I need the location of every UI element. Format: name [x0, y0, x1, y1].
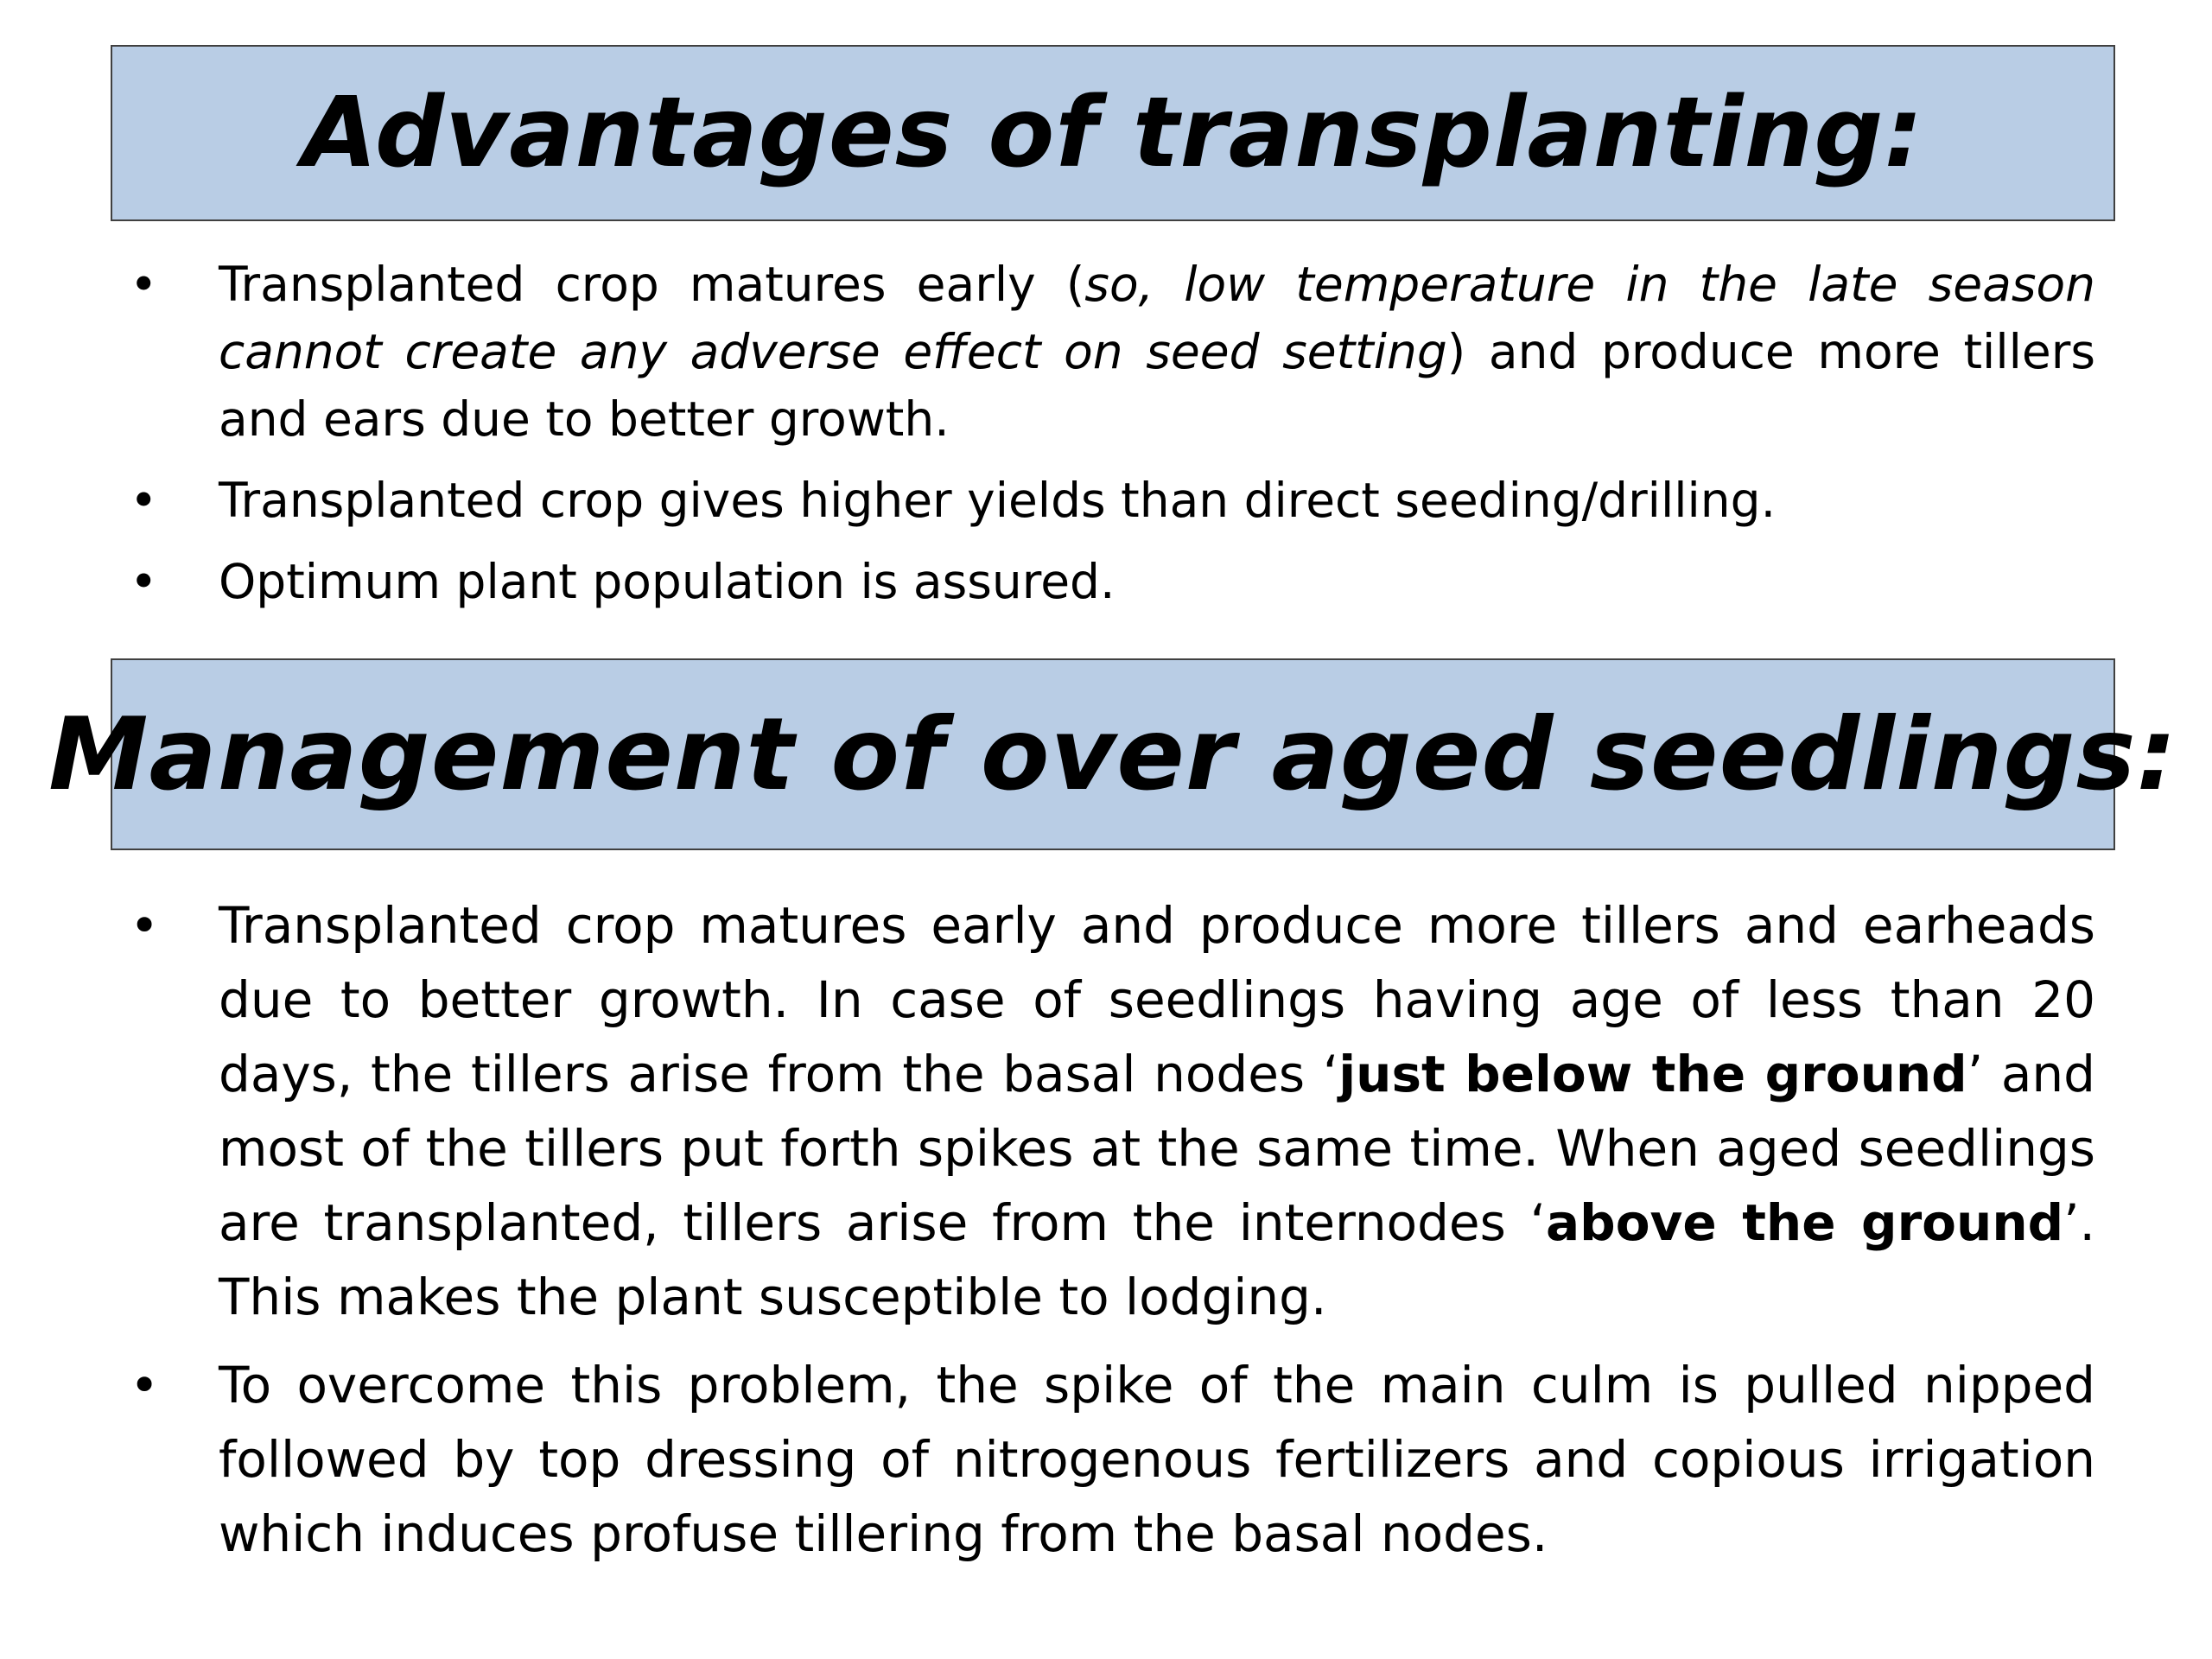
list-item [130, 1348, 2095, 1571]
bullet-text: Transplanted crop matures early and produce more tillers and earheads due to better growth. In case of seedlings having age of less than 20 days, the tillers arise from the basal nodes ‘ [219, 896, 2095, 1103]
bullet-text: ’ and most of the tillers put forth spikes at the same time. When aged seedlings are transplanted, tillers arise from the internodes ‘ [219, 1045, 2095, 1252]
section-1-title: Advantages of transplanting: [302, 77, 1924, 189]
bullet-bold-text: just below the ground [1338, 1045, 1967, 1103]
advantages-list [130, 251, 2095, 629]
list-item [130, 467, 2095, 534]
list-item [130, 548, 2095, 615]
bullet-text: Transplanted crop matures early ( [219, 257, 1085, 312]
bullet-text: ) and produce more tillers and ears due to better growth. [219, 324, 2095, 447]
bullet-text: To overcome this problem, the spike of the main culm is pulled nipped followed by top dressing of nitrogenous fertilizers and copious irrigation which induces profuse tillering from the basal nodes. [219, 1356, 2095, 1563]
bullet-icon: • [130, 896, 160, 955]
bullet-text: Optimum plant population is assured. [219, 554, 1116, 609]
section-1-title-banner [111, 45, 2115, 221]
bullet-icon: • [130, 257, 158, 312]
bullet-icon: • [130, 1356, 160, 1414]
bullet-bold-text: above the ground [1546, 1193, 2064, 1252]
bullet-italic-text: so, low temperature in the late season cannot create any adverse effect on seed setting [219, 257, 2096, 379]
bullet-text: Transplanted crop gives higher yields than direct seeding/drilling. [219, 473, 1777, 528]
section-2-title-banner [48, 658, 2177, 850]
section-2-title: Management of over aged seedlings: [48, 696, 2177, 813]
list-item [130, 251, 2095, 453]
bullet-icon: • [130, 554, 158, 609]
management-list [130, 888, 2095, 1585]
list-item [130, 888, 2095, 1334]
bullet-icon: • [130, 473, 158, 528]
bullet-text: ’. This makes the plant susceptible to lodging. [219, 1193, 2095, 1326]
